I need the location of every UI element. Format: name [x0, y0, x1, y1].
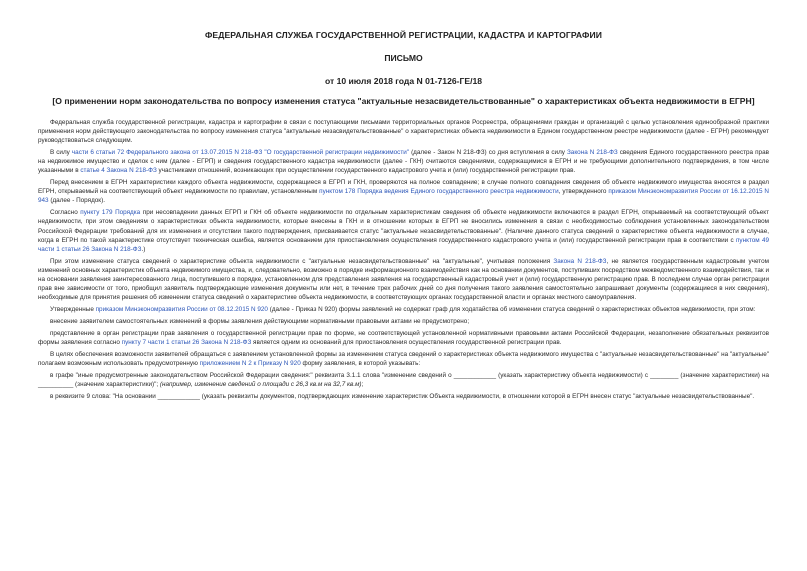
link-law-part6-art72[interactable]: части 6 статьи 72 Федерального закона от 13.07.2015 N 218-ФЗ "О государственной регистрации недвижимости": [71, 149, 410, 157]
link-order-943[interactable]: приказом Минэкономразвития России от 16.12.2015 N 943: [38, 188, 769, 205]
text: , не является государственным кадастровым учетом изменений основных характеристик объекта недвижимого имущества, и, следовательно, возможно в порядке информационного взаимодействия как на основании документов, поступивших посредством межведомственного взаимодействия, так и на основании заявления заинтересованного лица, поступившего в порядке, установленном для представления заявления на государственный кадастровый учет и (или) государственную регистрацию прав. В последнем случае орган регистрации прав вне зависимости от того, приобщил заявитель подтверждающие изменения документы или нет, в течение трех рабочих дней со дня получения такого заявления самостоятельно запрашивает документы (содержащиеся в них сведения), необходимые для принятия решения об изменении статуса сведений о характеристике объекта недвижимости, в соответствующих органах государственной власти и органах местного самоуправления.: [38, 257, 770, 301]
text: В целях обеспечения возможности заявителей обращаться с заявлением установленной формы за изменением статуса сведений о характеристиках объекта недвижимого имущества с "актуальные незасвидетельствованные" на "актуальные" полагаем возможным использовать предусмотренную: [38, 351, 769, 368]
paragraph-verification: [38, 178, 769, 205]
link-order-920[interactable]: приказом Минэкономразвития России от 08.12.2015 N 920: [95, 305, 268, 313]
text: в реквизите 9 слова: "На основании ____________ (указать реквизиты документов, подтверждающих изменение характеристик Объекта недвижимости, в отношении которой в ЕГРН внесен статус "актуальные незасвидетельствованные".: [50, 393, 755, 401]
text: ;: [361, 381, 364, 389]
text: в графе "иные предусмотренные законодательством Российской Федерации сведения:" реквизита 3.1.1 слова "изменение сведений о ____________ (указать характеристику объекта недвижимости) с ________ (значение характеристики) на __________ (значение характеристики)";: [38, 372, 769, 389]
text: Федеральная служба государственной регистрации, кадастра и картографии в связи с поступающими письмами территориальных органов Росреестра, обращениями граждан и организаций с целью установления единообразной практики применения норм действующего законодательства по вопросу изменения статуса "актуальные незасвидетельствованные" о характеристиках объекта недвижимости в Едином государственном реестре недвижимости (далее - ЕГРН) рекомендует руководствоваться следующим.: [38, 119, 769, 145]
document-date-number: от 10 июля 2018 года N 01-7126-ГЕ/18: [324, 76, 483, 86]
link-article-4[interactable]: статье 4 Закона N 218-ФЗ: [80, 167, 157, 175]
paragraph-law-reference: [38, 148, 769, 175]
text: В силу: [50, 149, 72, 157]
paragraph-forms: [38, 305, 769, 314]
paragraph-field-9: [38, 392, 769, 401]
paragraph-intro: [38, 118, 769, 145]
text: является одним из оснований для приостановления осуществления государственной регистрации прав.: [251, 339, 562, 347]
link-point-178[interactable]: пунктом 178 Порядка ведения Единого государственного реестра недвижимости: [319, 188, 559, 196]
text: .): [141, 245, 146, 253]
text: Согласно: [50, 209, 81, 217]
paragraph-status-change: [38, 257, 769, 302]
text: Перед внесением в ЕГРН характеристики каждого объекта недвижимости, содержащиеся в ЕГРП и ГКН, проверяются на полное совпадение; в случае полного совпадения сведения об объекте недвижимого имущества вносятся в раздел ЕГРН, открываемый на соответствующий объект недвижимости по правилам, установленным: [38, 179, 769, 196]
link-law-218-b[interactable]: Закона N 218-ФЗ: [553, 257, 607, 265]
text: при несовпадении данных ЕГРП и ГКН об объекте недвижимости по отдельным характеристикам сведения об объекте недвижимости включаются в раздел ЕГРН, открываемый на соответствующий объект недвижимости, при этом сведениям о характеристиках объекта недвижимости, которые внесены в ГКН и в отношении которых в ЕГРП не вносились изменения в связи с необходимостью соблюдения установленных законодательством Российской Федерации требований для их изменения и отсутствии такого подтверждения, присваивается статус "актуальные незасвидетельствованные". (Наличие данного статуса сведений о характеристике объекта недвижимости в случае, когда в ЕГРН по такой характеристике отсутствует техническая ошибка, является основанием для приостановления осуществления государственного кадастрового учета и (или) государственной регистрации прав в соответствии с: [38, 209, 770, 244]
example-text: (например, изменение сведений о площади с 26,3 кв.м на 32,7 кв.м): [159, 381, 362, 389]
link-point-7-art26[interactable]: пункту 7 части 1 статьи 26 Закона N 218-ФЗ: [121, 339, 252, 347]
text: При этом изменение статуса сведений о характеристике объекта недвижимости с "актуальные незасвидетельствованные" на "актуальные", учитывая положения: [50, 257, 554, 265]
issuing-organization: ФЕДЕРАЛЬНАЯ СЛУЖБА ГОСУДАРСТВЕННОЙ РЕГИСТРАЦИИ, КАДАСТРА И КАРТОГРАФИИ: [204, 30, 603, 40]
text: представление в орган регистрации прав заявления о государственной регистрации прав по форме, не соответствующей установленной нормативными правовыми актами Российской Федерации, незаполнение обязательных реквизитов формы заявления согласно: [38, 329, 769, 347]
paragraph-nonconforming-form: [38, 329, 769, 347]
text: форму заявления, в которой указывать:: [300, 360, 421, 368]
link-point-49-art26[interactable]: пунктом 49 части 1 статьи 26 Закона N 218-ФЗ: [38, 236, 769, 253]
text: (далее - Закон N 218-ФЗ) со дня вступления в силу: [409, 149, 567, 157]
paragraph-recommendation: [38, 350, 769, 368]
text: (далее - Приказ N 920) формы заявлений не содержат граф для ходатайства об изменении статуса сведений о характеристиках объектов недвижимости, при этом:: [267, 305, 756, 313]
text: внесение заявителем самостоятельных изменений в формы заявления действующими нормативными правовыми актами не предусмотрено;: [50, 317, 470, 325]
paragraph-no-self-changes: [38, 317, 769, 326]
text: сведения Единого государственного реестра прав на недвижимое имущество и сделок с ним (далее - ЕГРП) и сведения государственного кадастра недвижимости (далее - ГКН) считаются сведениями, содержащимися в ЕГРН и не требующими дополнительного подтверждения, в том числе указанными в: [38, 149, 769, 175]
paragraph-field-3-1-1: [38, 371, 769, 389]
document-subject: [О применении норм законодательства по вопросу изменения статуса "актуальные незасвидетельствованные" о характеристиках объекта недвижимости в ЕГРН]: [52, 96, 755, 106]
text: , утвержденного: [558, 188, 609, 196]
document-body: [38, 118, 769, 401]
text: участниками отношений, возникающих при осуществлении государственного кадастрового учета и (или) государственной регистрации прав.: [156, 167, 576, 175]
paragraph-point-179: [38, 208, 769, 253]
text: Утвержденные: [50, 305, 96, 313]
link-appendix-2[interactable]: приложением N 2 к Приказу N 920: [199, 360, 301, 368]
link-law-218[interactable]: Закона N 218-ФЗ: [566, 149, 618, 157]
text: (далее - Порядок).: [48, 197, 105, 205]
link-point-179[interactable]: пункту 179 Порядка: [80, 209, 141, 217]
document-type: ПИСЬМО: [384, 53, 423, 63]
